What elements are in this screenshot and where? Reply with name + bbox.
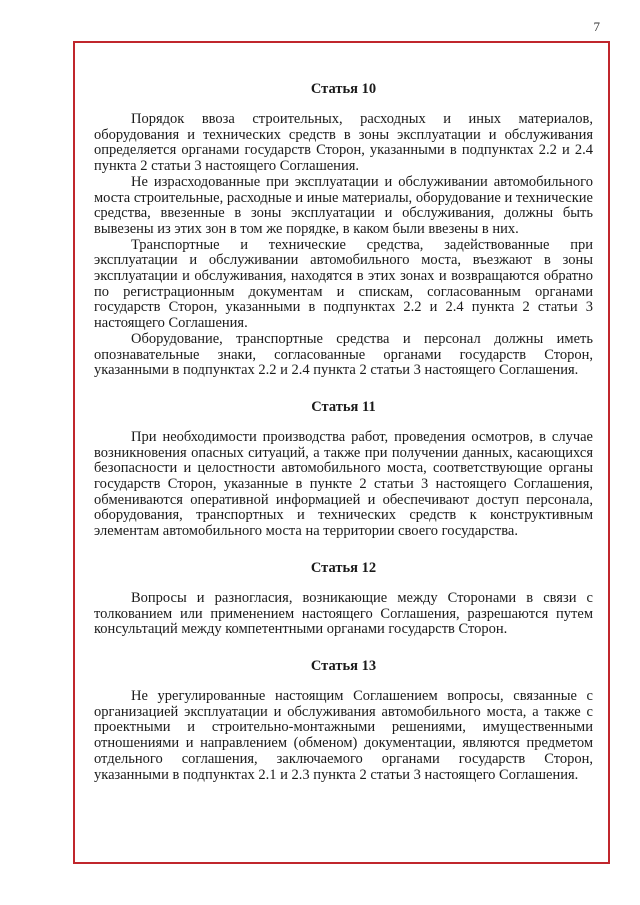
red-border-frame: [73, 41, 610, 864]
article-13: [94, 657, 593, 783]
article-title: Статья 12: [310, 559, 377, 576]
article-title: Статья 13: [310, 657, 377, 674]
article-paragraph: Вопросы и разногласия, возникающие между Сторонами в связи с толкованием или применением настоящего Соглашения, разрешаются путем консультаций между компетентными органами государств Сторон.: [94, 589, 593, 638]
article-paragraph: Не израсходованные при эксплуатации и обслуживании автомобильного моста строительные, расходные и иные материалы, оборудование и технические средства, ввезенные в зоны эксплуатации и обслуживания, должны быть вывезены из этих зон в том же порядке, в каком были ввезены в них.: [94, 173, 593, 237]
document-body: [94, 80, 593, 783]
article-11: [94, 398, 593, 540]
page-number: 7: [593, 19, 600, 34]
article-12: [94, 559, 593, 638]
article-paragraph: При необходимости производства работ, проведения осмотров, в случае возникновения опасных ситуаций, а также при получении данных, касающихся безопасности и целостности автомобильного моста, соответствующие органы государств Сторон, указанные в пункте 2 статьи 3 настоящего Соглашения, обмениваются оперативной информацией и обеспечивают доступ персонала, оборудования, транспортных и технических средств к конструктивным элементам автомобильного моста на территории своего государства.: [94, 428, 593, 540]
article-10: [94, 80, 593, 379]
article-title: Статья 10: [310, 81, 377, 97]
article-title: Статья 11: [311, 398, 376, 415]
article-paragraph: Порядок ввоза строительных, расходных и иных материалов, оборудования и технических средств в зоны эксплуатации и обслуживания определяется органами государств Сторон, указанными в подпунктах 2.2 и 2.4 пункта 2 статьи 3 настоящего Соглашения.: [94, 111, 593, 175]
article-paragraph: Оборудование, транспортные средства и персонал должны иметь опознавательные знаки, согласованные органами государств Сторон, указанными в подпунктах 2.2 и 2.4 пункта 2 статьи 3 настоящего Соглашения.: [94, 330, 593, 379]
article-paragraph: Транспортные и технические средства, задействованные при эксплуатации и обслуживании автомобильного моста, въезжают в зоны эксплуатации и обслуживания, находятся в этих зонах и возвращаются обратно по регистрационным документам и спискам, согласованным органами государств Сторон, указанными в подпунктах 2.2 и 2.4 пункта 2 статьи 3 настоящего Соглашения.: [94, 236, 593, 332]
article-paragraph: Не урегулированные настоящим Соглашением вопросы, связанные с организацией эксплуатации и обслуживания автомобильного моста, а также с проектными и строительно-монтажными решениями, имущественными отношениями и направлением (обменом) документации, являются предметом отдельного соглашения, заключаемого органами государств Сторон, указанными в подпунктах 2.1 и 2.3 пункта 2 статьи 3 настоящего Соглашения.: [94, 687, 593, 783]
